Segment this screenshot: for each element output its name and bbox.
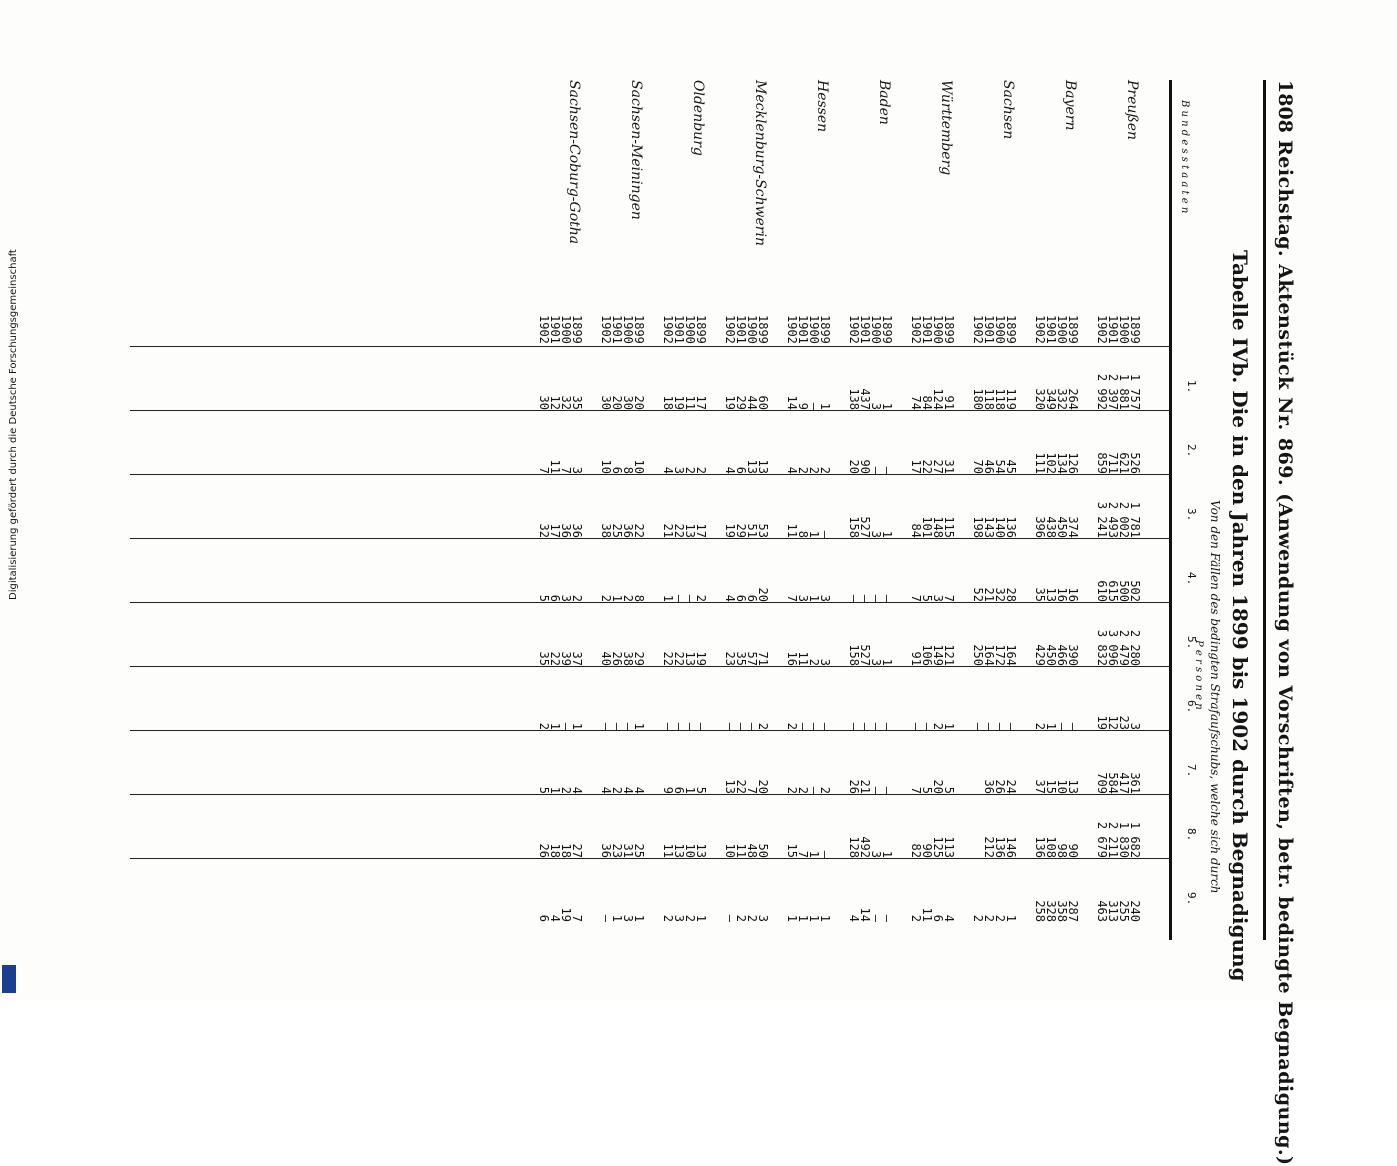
table-cell: 4 4 2 4 <box>599 786 646 794</box>
table-cell: 113 125 90 82 <box>909 836 956 858</box>
table-cell: 53 51 29 19 <box>723 523 770 538</box>
table-cell: 7 19 4 6 <box>537 907 584 922</box>
table-cell: 50 48 11 10 <box>723 843 770 858</box>
table-cell: 390 466 450 429 <box>1033 644 1080 666</box>
table-cell: 90 98 108 136 <box>1033 836 1080 858</box>
table-cell: 1 2 2 2 <box>971 914 1018 922</box>
personen-label: P e r s o n e n <box>1193 640 1204 710</box>
table-cell: 1 1 1 1 <box>785 914 832 922</box>
table-cell: 37 39 22 35 <box>537 651 584 666</box>
column-number: 5. <box>1185 636 1198 650</box>
dfg-logo <box>2 965 16 993</box>
column-divider <box>130 474 1170 475</box>
table-cell: 25 31 23 36 <box>599 843 646 858</box>
table-cell: 146 136 212 <box>982 836 1018 858</box>
state-row <box>512 80 584 344</box>
state-row <box>760 80 832 344</box>
table-cell: 4 2 1 5 <box>537 786 584 794</box>
table-cell: 1 2 — — <box>909 722 956 730</box>
state-years: 1899 1900 1901 1902 <box>599 315 646 344</box>
table-cell: 1 — 9 14 <box>785 395 832 410</box>
table-cell: 60 44 29 19 <box>723 395 770 410</box>
table-cell: 7 3 5 7 <box>909 594 956 602</box>
table-cell: 2 280 2 479 3 096 3 832 <box>1095 629 1142 666</box>
rotated-page <box>100 80 1300 1166</box>
table-cell: 17 13 22 21 <box>661 523 708 538</box>
table-cell: 3 7 11 7 <box>537 459 584 474</box>
table-cell: 1 682 1 830 2 211 2 679 <box>1095 821 1142 858</box>
table-cell: 1 3 527 158 <box>847 516 894 538</box>
running-header <box>1266 80 1300 1166</box>
table-cell: 2 — — — <box>723 722 770 730</box>
table-cell: 121 149 106 91 <box>909 644 956 666</box>
page-number: 1808 <box>1274 80 1296 133</box>
table-cell: 4 6 11 2 <box>909 907 956 922</box>
table-cell: 2 2 3 4 <box>661 466 708 474</box>
table-cell: 1 3 527 158 <box>847 644 894 666</box>
table-cell: 5 1 6 9 <box>661 786 708 794</box>
table-cell: 240 255 313 463 <box>1095 900 1142 922</box>
state-years: 1899 1900 1901 1902 <box>1033 315 1080 344</box>
table-cell: 1 — 1 2 <box>537 722 584 730</box>
table-cell: 20 7 22 13 <box>723 779 770 794</box>
table-cell: — — 21 26 <box>847 779 894 794</box>
table-cell: 3 2 11 16 <box>785 651 832 666</box>
table-cell: 126 134 102 111 <box>1033 452 1080 474</box>
state-years: 1899 1900 1901 1902 <box>909 315 956 344</box>
table-cell: 28 32 21 52 <box>971 587 1018 602</box>
table-cell: — — 14 4 <box>847 907 894 922</box>
state-name: Sachsen <box>1000 80 1016 140</box>
digitization-note: Digitalisierung gefördert durch die Deutsche Forschungsgemeinschaft <box>8 249 19 600</box>
table-cell: 10 8 6 10 <box>599 459 646 474</box>
table-cell: 2 — 2 2 <box>785 786 832 794</box>
table-cell: — 1 8 11 <box>785 523 832 538</box>
table-cell: 264 332 349 320 <box>1033 388 1080 410</box>
table-cell: — 1 7 15 <box>785 843 832 858</box>
column-number: 1. <box>1185 380 1198 394</box>
table-cell: 164 172 164 250 <box>971 644 1018 666</box>
header-title: Reichstag. Aktenstück Nr. 869. (Anwendung von Vorschriften, betr. bedingte Begnadigung.) <box>1274 140 1296 1166</box>
column-divider <box>130 602 1170 603</box>
table-cell: 1 781 2 002 2 493 3 241 <box>1095 501 1142 538</box>
table-cell: 29 38 26 40 <box>599 651 646 666</box>
table-cell: 17 11 19 18 <box>661 395 708 410</box>
table-cell: 1 3 492 128 <box>847 836 894 858</box>
table-cell: 91 124 84 74 <box>909 388 956 410</box>
column-divider <box>130 858 1170 859</box>
column-number: 8. <box>1185 828 1198 842</box>
table-cell: 16 16 13 35 <box>1033 587 1080 602</box>
header-rule <box>1263 80 1266 940</box>
table-cell: — — — — <box>661 722 708 730</box>
table-cell: 374 450 438 396 <box>1033 516 1080 538</box>
table-cell: 71 57 35 23 <box>723 651 770 666</box>
table-top-rule <box>1169 80 1172 940</box>
column-divider <box>130 410 1170 411</box>
table-cell: 1 — — — <box>599 722 646 730</box>
state-name: Sachsen-Coburg-Gotha <box>566 80 582 245</box>
table-cell: — — — — <box>847 722 894 730</box>
table-cell: 1 2 3 2 <box>661 914 708 922</box>
table-caption: Tabelle IVb. Die in den Jahren 1899 bis 1902 durch Begnadigung <box>1228 250 1252 982</box>
table-cell: 115 148 101 84 <box>909 516 956 538</box>
state-years: 1899 1900 1901 1902 <box>661 315 708 344</box>
state-row <box>884 80 956 344</box>
table-cell: 13 10 15 37 <box>1033 779 1080 794</box>
state-years: 1899 1900 1901 1902 <box>847 315 894 344</box>
state-name: Mecklenburg-Schwerin <box>752 80 768 246</box>
table-cell: — — 1 2 <box>1033 722 1080 730</box>
table-cell: 36 36 17 32 <box>537 523 584 538</box>
state-name: Württemberg <box>938 80 954 176</box>
table-cell: 526 621 711 859 <box>1095 452 1142 474</box>
state-years: 1899 1900 1901 1902 <box>1095 315 1142 344</box>
column-number: 4. <box>1185 572 1198 586</box>
table-cell: 5 20 5 7 <box>909 779 956 794</box>
table-cell: 2 3 6 5 <box>537 594 584 602</box>
table-cell: 1 757 1 881 2 397 2 992 <box>1095 373 1142 410</box>
table-cell: 1 3 437 138 <box>847 388 894 410</box>
column-number: 2. <box>1185 444 1198 458</box>
table-subcaption: Von den Fällen des bedingten Strafaufschubs, welche sich durch <box>1208 500 1222 894</box>
column-number: 7. <box>1185 764 1198 778</box>
state-years: 1899 1900 1901 1902 <box>537 315 584 344</box>
table-cell: 22 36 25 38 <box>599 523 646 538</box>
column-divider <box>130 666 1170 667</box>
state-years: 1899 1900 1901 1902 <box>785 315 832 344</box>
table-cell: 3 2 2 — <box>723 914 770 922</box>
column-number: 6. <box>1185 700 1198 714</box>
table-cell: 27 18 18 26 <box>537 843 584 858</box>
table-cell: 20 6 6 4 <box>723 587 770 602</box>
state-row <box>698 80 770 344</box>
state-name: Sachsen-Meiningen <box>628 80 644 220</box>
state-name: Oldenburg <box>690 80 706 156</box>
state-row <box>946 80 1018 344</box>
state-name: Hessen <box>814 80 830 133</box>
table-cell: 45 54 46 70 <box>971 459 1018 474</box>
table-cell: — — — — <box>971 722 1018 730</box>
table-cell: 1 3 1 — <box>599 914 646 922</box>
table-cell: 19 13 22 22 <box>661 651 708 666</box>
table-cell: 3 1 3 7 <box>785 594 832 602</box>
table-cell: 8 2 1 2 <box>599 594 646 602</box>
state-years: 1899 1900 1901 1902 <box>723 315 770 344</box>
table-cell: 2 — — 1 <box>661 594 708 602</box>
column-number: 9. <box>1185 892 1198 906</box>
table-cell: 31 27 22 17 <box>909 459 956 474</box>
table-cell: 13 13 6 4 <box>723 459 770 474</box>
table-cell: 35 32 12 30 <box>537 395 584 410</box>
state-name: Baden <box>876 80 892 125</box>
table-cell: 119 118 118 180 <box>971 388 1018 410</box>
state-name: Bayern <box>1062 80 1078 131</box>
column-divider <box>130 794 1170 795</box>
table-cell: 3 23 12 19 <box>1095 715 1142 730</box>
state-name: Preußen <box>1124 80 1140 141</box>
state-row <box>1008 80 1080 344</box>
state-row <box>574 80 646 344</box>
table-cell: 136 140 143 198 <box>971 516 1018 538</box>
column-divider <box>130 730 1170 731</box>
state-row <box>1070 80 1142 344</box>
data-columns <box>140 350 1140 1000</box>
state-row <box>636 80 708 344</box>
table-cell: — — — 2 <box>785 722 832 730</box>
state-row <box>822 80 894 344</box>
table-cell: 361 417 584 709 <box>1095 772 1142 794</box>
table-cell: 20 30 20 30 <box>599 395 646 410</box>
table-cell: 287 358 328 258 <box>1033 900 1080 922</box>
table-cell: — — — — <box>847 594 894 602</box>
column-divider <box>130 538 1170 539</box>
state-years: 1899 1900 1901 1902 <box>971 315 1018 344</box>
table-cell: 502 500 615 610 <box>1095 580 1142 602</box>
column-divider <box>130 346 1170 347</box>
table-cell: 2 2 2 4 <box>785 466 832 474</box>
column-number: 3. <box>1185 508 1198 522</box>
table-cell: 24 26 36 <box>982 779 1018 794</box>
table-cell: 13 10 13 11 <box>661 843 708 858</box>
table-cell: — — 90 20 <box>847 459 894 474</box>
bundesstaaten-label: B u n d e s s t a a t e n <box>1179 100 1190 214</box>
